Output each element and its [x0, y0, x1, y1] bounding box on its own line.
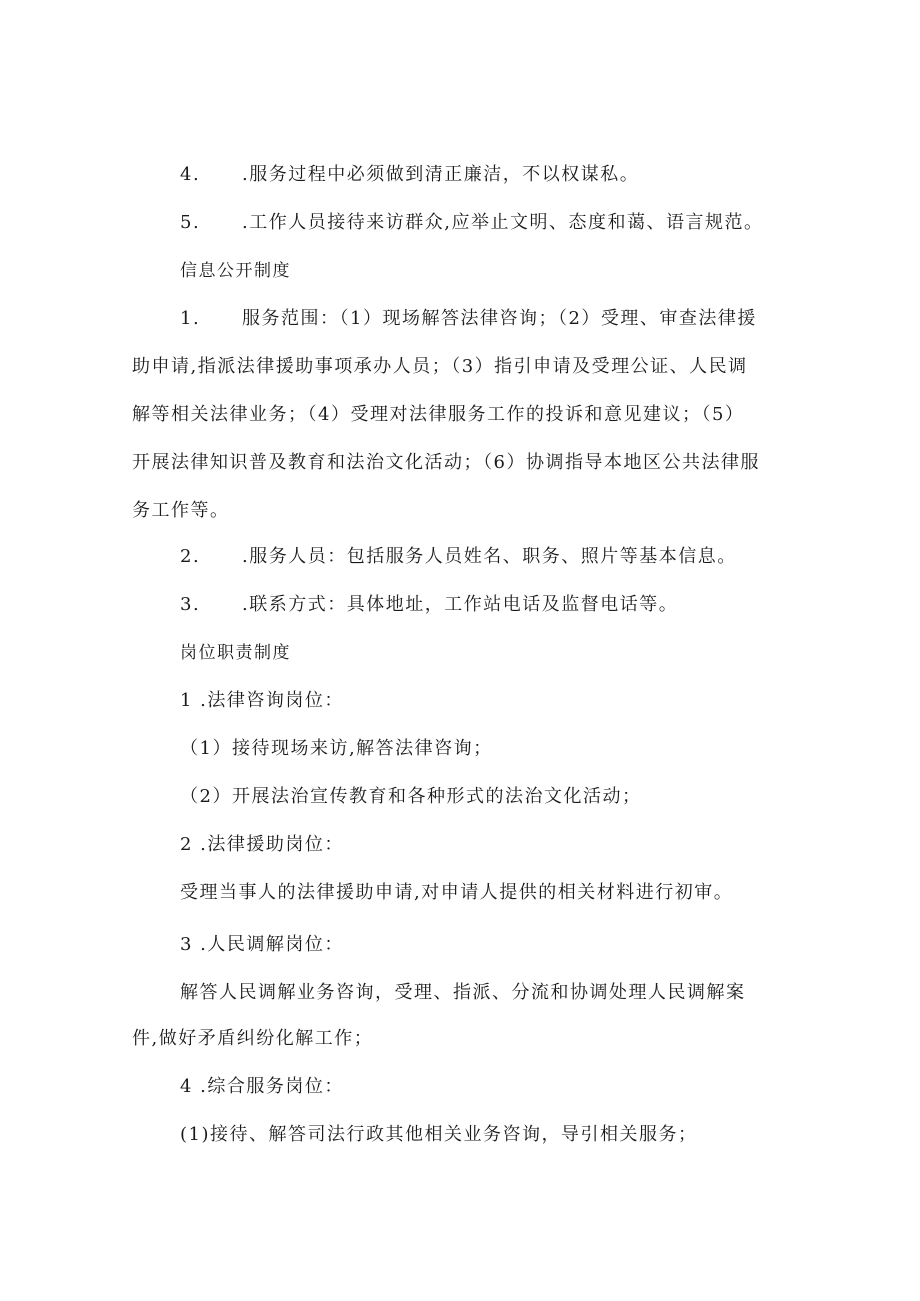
item-text: .工作人员接待来访群众,应举止文明、态度和蔼、语言规范。: [242, 212, 764, 233]
info-item-3: [180, 593, 678, 617]
duty-1-title: 1 .法律咨询岗位：: [180, 690, 344, 711]
duty-3-line-2: 件,做好矛盾纠纷化解工作；: [132, 1028, 374, 1049]
duty-2-text: 受理当事人的法律援助申请,对申请人提供的相关材料进行初审。: [180, 882, 734, 903]
info-item-1-line-3: 解等相关法律业务；（4）受理对法律服务工作的投诉和意见建议；（5）: [132, 404, 745, 425]
item-number: 5.: [180, 212, 201, 233]
item-number: 1.: [180, 308, 201, 329]
duty-4-title: 4 .综合服务岗位：: [180, 1076, 344, 1097]
duty-2-title: 2 .法律援助岗位：: [180, 834, 344, 855]
info-item-1-line-2: 助申请,指派法律援助事项承办人员；（3）指引申请及受理公证、人民调: [132, 356, 748, 377]
item-text: .联系方式：具体地址，工作站电话及监督电话等。: [242, 594, 679, 615]
info-item-1-line-5: 务工作等。: [132, 500, 230, 521]
info-item-2: [180, 545, 737, 569]
item-number: 2.: [180, 546, 201, 567]
item-number: 4.: [180, 164, 201, 185]
item-number: 3.: [180, 594, 201, 615]
duty-4-sub-1: (1)接待、解答司法行政其他相关业务咨询，导引相关服务；: [180, 1124, 698, 1145]
section-heading-info: 信息公开制度: [180, 261, 291, 281]
duty-3-title: 3 .人民调解岗位：: [180, 934, 344, 955]
info-item-1-line-1: [180, 307, 757, 331]
item-4: [180, 163, 639, 187]
item-5: [180, 211, 763, 235]
duty-1-sub-1: （1）接待现场来访,解答法律咨询；: [180, 738, 493, 759]
section-heading-duty: 岗位职责制度: [180, 643, 291, 663]
info-item-1-line-4: 开展法律知识普及教育和法治文化活动；（6）协调指导本地区公共法律服: [132, 452, 760, 473]
duty-3-line-1: 解答人民调解业务咨询，受理、指派、分流和协调处理人民调解案: [180, 982, 746, 1003]
item-text: .服务过程中必须做到清正廉洁，不以权谋私。: [242, 164, 640, 185]
item-text: .服务人员：包括服务人员姓名、职务、照片等基本信息。: [242, 546, 737, 567]
item-text: 服务范围：（1）现场解答法律咨询；（2）受理、审查法律援: [242, 308, 757, 329]
duty-1-sub-2: （2）开展法治宣传教育和各种形式的法治文化活动；: [180, 786, 642, 807]
